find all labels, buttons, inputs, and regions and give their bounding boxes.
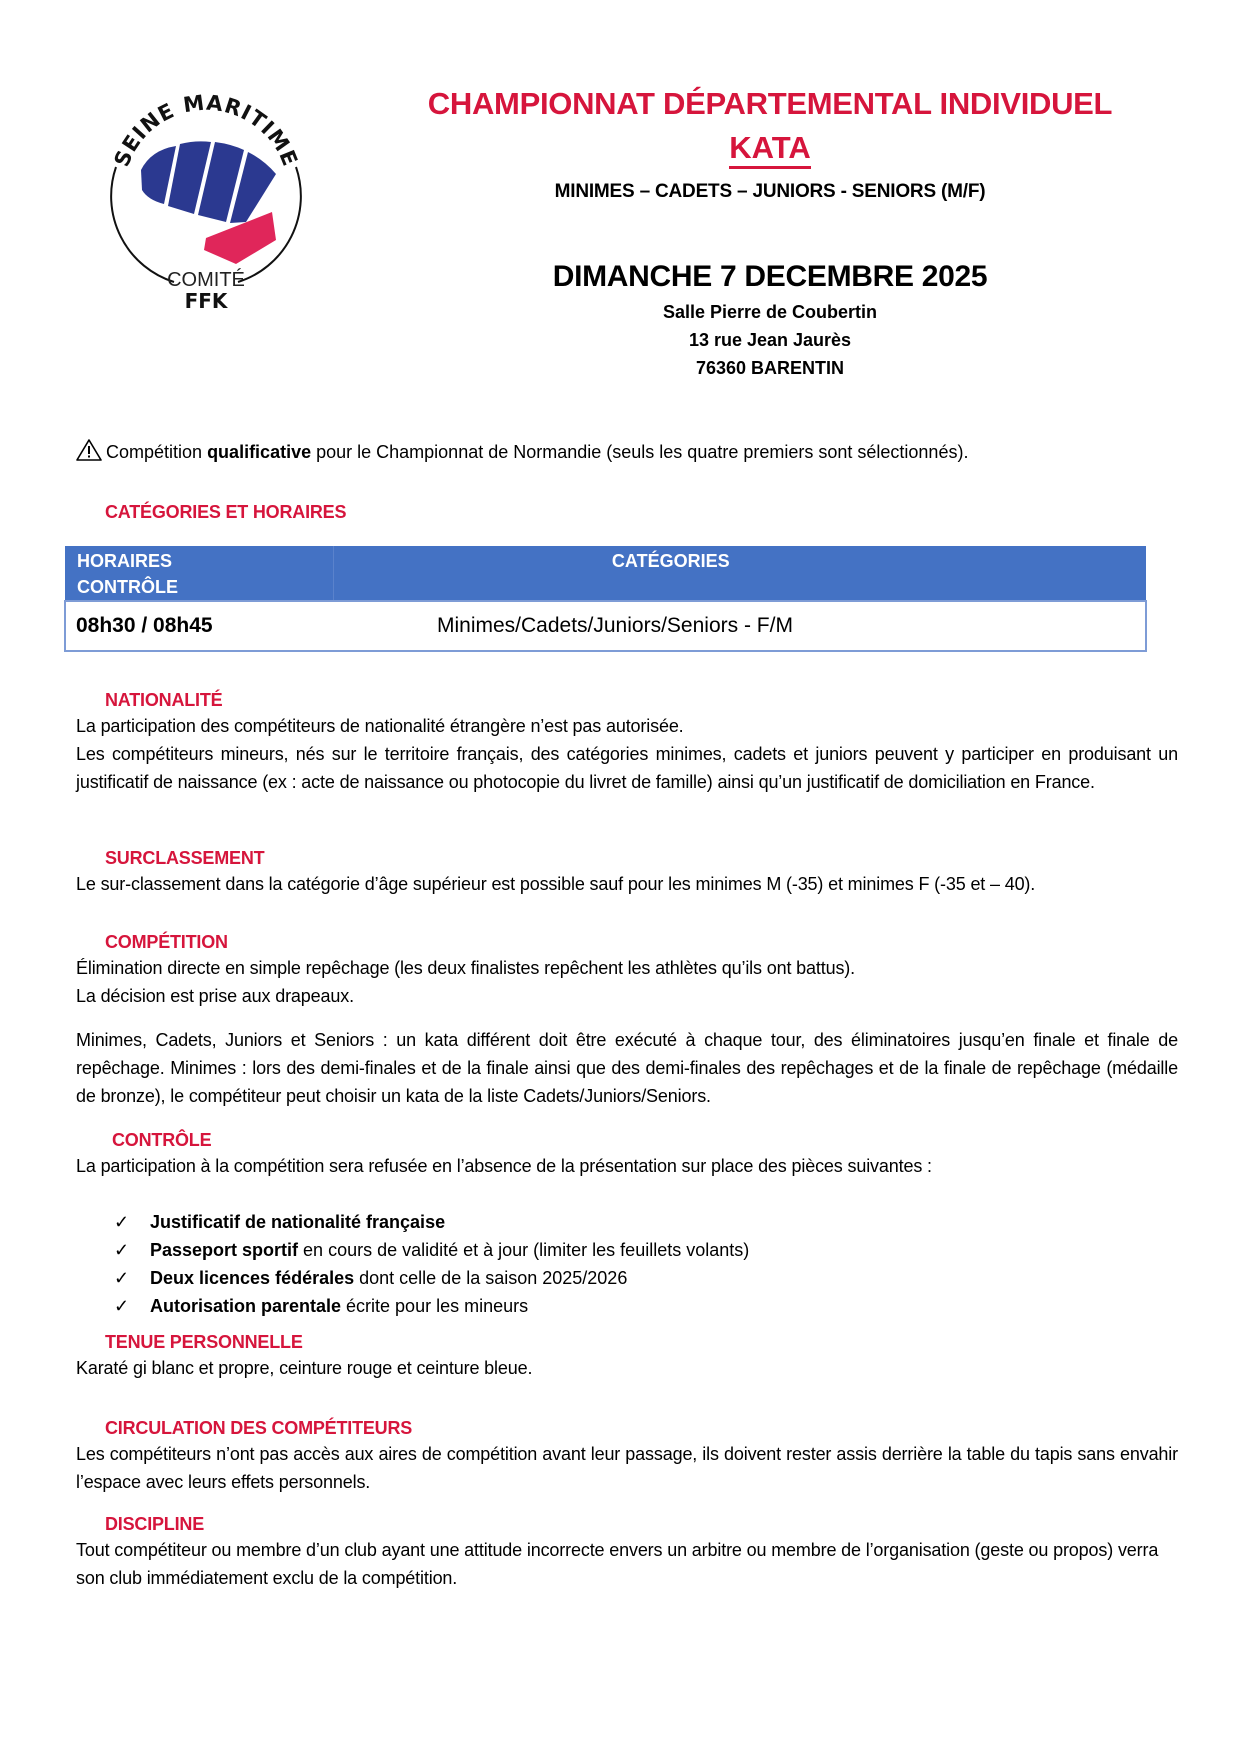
circulation-paragraph: Les compétiteurs n’ont pas accès aux aires de compétition avant leur passage, ils doivent rester assis derrière la table du tapis sans envahir l’espace avec leurs effets personnels.: [76, 1444, 1178, 1492]
cell-time: 08h30 / 08h45: [65, 601, 333, 651]
checkmark-icon: ✓: [114, 1268, 130, 1288]
logo-ffk-text: FFK: [184, 289, 228, 312]
section-heading-circulation: CIRCULATION DES COMPÉTITEURS: [105, 1418, 413, 1438]
list-item: [114, 1208, 749, 1236]
surclassement-paragraph: Le sur-classement dans la catégorie d’âge supérieur est possible sauf pour les minimes M (-35) et minimes F (-35 et – 40).: [76, 874, 1036, 894]
nationalite-paragraph-2: Les compétiteurs mineurs, nés sur le territoire français, des catégories minimes, cadets et juniors peuvent y participer en produisant un justificatif de naissance (ex : acte de naissance ou photocopie du livret de famille) ainsi qu’un justificatif de domiciliation en France.: [76, 744, 1178, 792]
discipline-title-text: KATA: [729, 130, 811, 169]
notice-text-bold: qualificative: [207, 442, 312, 462]
logo-fist-icon: [141, 141, 276, 264]
list-item-bold: Passeport sportif: [150, 1240, 299, 1260]
discipline-paragraph: Tout compétiteur ou membre d’un club ayant une attitude incorrecte envers un arbitre ou membre de l’organisation (geste ou propos) verra son club immédiatement exclu de la compétition.: [76, 1540, 1159, 1588]
competition-paragraph-1: Élimination directe en simple repêchage (les deux finalistes repêchent les athlètes qu’ils ont battus).: [76, 958, 855, 978]
section-heading-schedule: CATÉGORIES ET HORAIRES: [105, 502, 347, 522]
logo-comite-text: COMITÉ: [167, 269, 245, 291]
list-item-bold: Deux licences fédérales: [150, 1268, 355, 1288]
list-item-bold: Autorisation parentale: [150, 1296, 342, 1316]
checkmark-icon: ✓: [114, 1212, 130, 1232]
competition-paragraph-2: La décision est prise aux drapeaux.: [76, 986, 354, 1006]
venue-city: 76360 BARENTIN: [695, 358, 845, 378]
section-heading-nationalite: NATIONALITÉ: [105, 690, 223, 710]
tenue-paragraph: Karaté gi blanc et propre, ceinture rouge et ceinture bleue.: [76, 1358, 533, 1378]
logo-arc-text: SEINE MARITIME: [109, 90, 303, 171]
list-item: [114, 1292, 749, 1320]
section-heading-surclassement: SURCLASSEMENT: [105, 848, 265, 868]
table-row: [65, 601, 1146, 651]
notice-text-before: Compétition: [106, 442, 208, 462]
list-item-bold: Justificatif de nationalité française: [150, 1212, 446, 1232]
required-documents-list: [114, 1208, 749, 1320]
section-heading-discipline: DISCIPLINE: [105, 1514, 205, 1534]
venue-street: 13 rue Jean Jaurès: [688, 330, 852, 350]
section-heading-tenue: TENUE PERSONNELLE: [105, 1332, 303, 1352]
qualification-notice: [76, 438, 968, 466]
notice-text-after: pour le Championnat de Normandie (seuls les quatre premiers sont sélectionnés).: [311, 442, 969, 462]
list-item-rest: dont celle de la saison 2025/2026: [354, 1268, 628, 1288]
cell-categories: Minimes/Cadets/Juniors/Seniors - F/M: [333, 601, 1146, 651]
schedule-table-header: [65, 546, 1146, 601]
checkmark-icon: ✓: [114, 1296, 130, 1316]
controle-paragraph: La participation à la compétition sera refusée en l’absence de la présentation sur place des pièces suivantes :: [76, 1156, 932, 1176]
section-heading-controle: CONTRÔLE: [112, 1130, 212, 1150]
nationalite-paragraph-1: La participation des compétiteurs de nationalité étrangère n’est pas autorisée.: [76, 716, 684, 736]
list-item-rest: en cours de validité et à jour (limiter les feuillets volants): [298, 1240, 750, 1260]
checkmark-icon: ✓: [114, 1240, 130, 1260]
comite-ffk-seine-maritime-logo: [96, 72, 316, 312]
warning-triangle-icon: [76, 439, 102, 461]
venue-name: Salle Pierre de Coubertin: [662, 302, 878, 322]
age-categories: MINIMES – CADETS – JUNIORS - SENIORS (M/F): [554, 181, 986, 202]
schedule-table: [64, 546, 1147, 652]
document-title: CHAMPIONNAT DÉPARTEMENTAL INDIVIDUEL: [427, 86, 1113, 121]
section-heading-competition: COMPÉTITION: [105, 932, 228, 952]
column-header-horaires: [65, 546, 333, 601]
column-header-categories: CATÉGORIES: [333, 546, 1146, 601]
list-item: [114, 1264, 749, 1292]
discipline-title: [300, 128, 1240, 168]
list-item: [114, 1236, 749, 1264]
column-header-horaires-line2: CONTRÔLE: [77, 577, 178, 597]
list-item-rest: écrite pour les mineurs: [341, 1296, 529, 1316]
event-date: DIMANCHE 7 DECEMBRE 2025: [552, 260, 988, 293]
column-header-horaires-line1: HORAIRES: [77, 551, 173, 571]
competition-paragraph-3: Minimes, Cadets, Juniors et Seniors : un kata différent doit être exécuté à chaque tour, des éliminatoires jusqu’en finale et finale de repêchage. Minimes : lors des demi-finales et de la finale ainsi que des demi-finales des repêchages et de la finale de repêchage (médaille de bronze), le compétiteur peut choisir un kata de la liste Cadets/Juniors/Seniors.: [76, 1030, 1178, 1106]
